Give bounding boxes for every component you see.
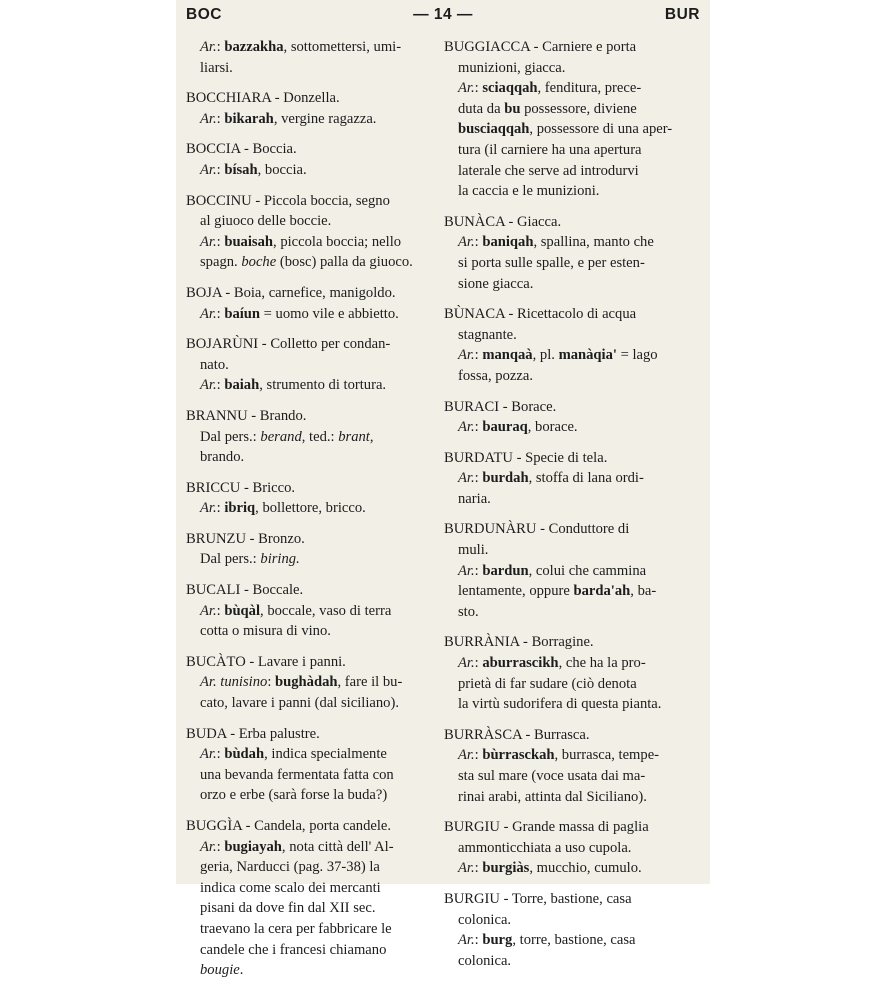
text-run: , indica specialmente bbox=[264, 746, 387, 763]
entry-line bbox=[186, 898, 434, 919]
text-run: duta da bbox=[458, 100, 505, 117]
entry-line bbox=[186, 37, 434, 58]
text-run: BRANNU - Brando. bbox=[186, 407, 307, 424]
text-run: , piccola boccia; nello bbox=[273, 233, 402, 250]
entry-line bbox=[444, 766, 692, 787]
text-run: BUCÀTO - Lavare i panni. bbox=[186, 653, 346, 670]
text-run: traevano la cera per fabbricare le bbox=[200, 920, 392, 937]
text-run: : bbox=[474, 655, 483, 672]
text-run: Ar. bbox=[200, 500, 217, 517]
text-run: : bbox=[474, 80, 483, 97]
page-number: — 14 — bbox=[413, 6, 473, 23]
text-run: = uomo vile e abbietto. bbox=[260, 305, 399, 322]
entry-headword-line bbox=[444, 37, 692, 58]
text-run: manàqia' bbox=[558, 347, 617, 364]
text-run: Ar. bbox=[458, 80, 475, 97]
text-run: biring. bbox=[260, 551, 300, 568]
dictionary-entry bbox=[444, 817, 692, 879]
entry-line bbox=[186, 765, 434, 786]
entry-headword-line bbox=[186, 334, 434, 355]
text-run: cotta o misura di vino. bbox=[200, 623, 331, 640]
text-run: manqaà bbox=[482, 347, 533, 364]
entry-line bbox=[444, 930, 692, 951]
text-run: liarsi. bbox=[200, 59, 233, 76]
text-run: bugiayah bbox=[224, 838, 282, 855]
text-run: al giuoco delle boccie. bbox=[200, 213, 332, 230]
text-run: : bbox=[216, 746, 225, 763]
entry-line bbox=[444, 468, 692, 489]
entry-line bbox=[444, 325, 692, 346]
text-run: BOJARÙNI - Colletto per condan- bbox=[186, 336, 391, 353]
text-run: bùqàl bbox=[224, 602, 261, 619]
text-run: Ar. bbox=[200, 233, 217, 250]
text-run: , bollettore, bricco. bbox=[255, 500, 366, 517]
text-run: = lago bbox=[616, 347, 658, 364]
text-run: Ar. bbox=[458, 347, 475, 364]
text-run: : bbox=[216, 377, 225, 394]
text-run: brant bbox=[338, 428, 370, 445]
text-run: Ar. bbox=[458, 419, 475, 436]
entry-line bbox=[186, 447, 434, 468]
entry-line bbox=[186, 744, 434, 765]
text-run: , sottomettersi, umi- bbox=[283, 39, 402, 55]
entry-headword-line bbox=[444, 725, 692, 746]
text-run: : bbox=[216, 161, 225, 178]
text-run: burgiàs bbox=[482, 860, 530, 877]
entry-line bbox=[444, 602, 692, 623]
text-run: Ar. bbox=[200, 746, 217, 763]
text-run: bísah bbox=[224, 161, 258, 178]
entry-headword-line bbox=[186, 191, 434, 212]
entry-line bbox=[444, 58, 692, 79]
text-run: la caccia e le munizioni. bbox=[458, 183, 600, 200]
dictionary-entry bbox=[186, 191, 434, 273]
entry-line bbox=[186, 621, 434, 642]
text-run: : bbox=[474, 347, 483, 364]
entry-line bbox=[444, 232, 692, 253]
text-run: busciaqqah bbox=[458, 121, 530, 138]
text-run: : bbox=[216, 305, 225, 322]
text-run: BUGGIACCA - Carniere e porta bbox=[444, 39, 637, 55]
entry-headword-line bbox=[186, 88, 434, 109]
text-run: , fare il bu- bbox=[337, 674, 403, 691]
text-run: Dal pers.: bbox=[200, 428, 261, 445]
dictionary-entry bbox=[444, 519, 692, 622]
text-run: BURACI - Borace. bbox=[444, 398, 557, 415]
entry-line bbox=[444, 951, 692, 972]
text-run: BOJA - Boia, carnefice, manigoldo. bbox=[186, 284, 396, 301]
header-right-guideword: BUR bbox=[664, 6, 700, 23]
text-run: Ar. bbox=[200, 602, 217, 619]
text-run: , pl. bbox=[532, 347, 559, 364]
text-run: sta sul mare (voce usata dai ma- bbox=[458, 768, 646, 784]
text-run: , boccia. bbox=[257, 161, 307, 178]
entry-line bbox=[444, 181, 692, 202]
text-run: burdah bbox=[482, 470, 529, 487]
text-run: bughàdah bbox=[275, 674, 338, 691]
text-run: cato, lavare i panni (dal siciliano). bbox=[200, 695, 399, 712]
entry-headword-line bbox=[444, 632, 692, 653]
text-run: muli. bbox=[458, 542, 489, 559]
text-run: Ar. bbox=[200, 161, 217, 178]
dictionary-entry bbox=[186, 139, 434, 180]
entry-headword-line bbox=[186, 283, 434, 304]
dictionary-entry bbox=[186, 88, 434, 129]
text-run: , ba- bbox=[630, 583, 657, 600]
text-run: Ar. bbox=[200, 39, 217, 55]
entry-line bbox=[186, 304, 434, 325]
entry-line bbox=[186, 427, 434, 448]
text-run: : bbox=[216, 233, 225, 250]
text-run: spagn. bbox=[200, 254, 242, 271]
text-run: , fenditura, prece- bbox=[537, 80, 642, 97]
entry-line bbox=[444, 910, 692, 931]
dictionary-entry bbox=[444, 889, 692, 971]
dictionary-entry bbox=[186, 478, 434, 519]
text-run: BRUNZU - Bronzo. bbox=[186, 530, 305, 547]
dictionary-entry bbox=[186, 580, 434, 642]
entry-line bbox=[444, 838, 692, 859]
text-run: bauraq bbox=[482, 419, 528, 436]
text-run: bikarah bbox=[224, 110, 274, 127]
entry-line bbox=[186, 672, 434, 693]
text-run: : bbox=[216, 602, 225, 619]
left-column bbox=[186, 37, 434, 991]
text-run: BOCCIA - Boccia. bbox=[186, 141, 297, 158]
entry-line bbox=[444, 78, 692, 99]
text-run: buaisah bbox=[224, 233, 274, 250]
text-run: Ar. bbox=[458, 470, 475, 487]
dictionary-entry bbox=[444, 304, 692, 386]
text-run: si porta sulle spalle, e per esten- bbox=[458, 254, 645, 271]
entry-line bbox=[186, 919, 434, 940]
text-run: berand bbox=[260, 428, 302, 445]
entry-headword-line bbox=[186, 529, 434, 550]
text-run: , bbox=[369, 428, 374, 445]
text-run: orzo e erbe (sarà forse la buda?) bbox=[200, 787, 388, 804]
entry-headword-line bbox=[444, 817, 692, 838]
dictionary-entry bbox=[186, 334, 434, 396]
text-run: : bbox=[216, 110, 225, 127]
dictionary-entry bbox=[186, 37, 434, 78]
text-run: indica come scalo dei mercanti bbox=[200, 879, 381, 896]
dictionary-entry bbox=[186, 652, 434, 714]
entry-line bbox=[444, 561, 692, 582]
text-run: Ar. bbox=[200, 305, 217, 322]
text-run: : bbox=[216, 500, 225, 517]
entry-line bbox=[186, 160, 434, 181]
text-run: aburrascikh bbox=[482, 655, 559, 672]
text-run: una bevanda fermentata fatta con bbox=[200, 766, 394, 783]
entry-line bbox=[186, 785, 434, 806]
text-run: pisani da dove fin dal XII sec. bbox=[200, 900, 376, 917]
text-run: sione giacca. bbox=[458, 275, 534, 292]
text-run: , spallina, manto che bbox=[533, 234, 654, 251]
text-run: BUGGÌA - Candela, porta candele. bbox=[186, 818, 392, 834]
dictionary-entry bbox=[186, 283, 434, 324]
text-run: BUDA - Erba palustre. bbox=[186, 725, 320, 742]
entry-line bbox=[444, 253, 692, 274]
entry-line bbox=[186, 960, 434, 981]
entry-line bbox=[444, 417, 692, 438]
text-run: sto. bbox=[458, 603, 479, 620]
text-run: burg bbox=[482, 932, 513, 949]
entry-line bbox=[186, 252, 434, 273]
right-column bbox=[444, 37, 692, 981]
text-run: . bbox=[239, 962, 244, 979]
entry-line bbox=[444, 161, 692, 182]
text-run: , colui che cammina bbox=[528, 562, 647, 579]
text-run: baniqah bbox=[482, 234, 534, 251]
text-run: candele che i francesi chiamano bbox=[200, 941, 387, 958]
dictionary-entry bbox=[186, 406, 434, 468]
entry-line bbox=[186, 601, 434, 622]
text-run: , boccale, vaso di terra bbox=[260, 602, 392, 619]
text-run: , stoffa di lana ordi- bbox=[528, 470, 644, 487]
text-run: Ar. bbox=[200, 838, 217, 855]
entry-line bbox=[444, 581, 692, 602]
dictionary-entry bbox=[444, 212, 692, 294]
entry-line bbox=[444, 745, 692, 766]
text-run: (bosc) palla da giuoco. bbox=[276, 254, 413, 271]
text-run: , borace. bbox=[527, 419, 578, 436]
entry-line bbox=[444, 858, 692, 879]
entry-line bbox=[186, 355, 434, 376]
text-run: bu bbox=[504, 100, 521, 117]
text-run: : bbox=[474, 932, 483, 949]
entry-line bbox=[186, 549, 434, 570]
entry-headword-line bbox=[444, 448, 692, 469]
text-run: bùrrasckah bbox=[482, 747, 555, 764]
text-run: BOCCINU - Piccola boccia, segno bbox=[186, 192, 390, 209]
text-run: baíun bbox=[224, 305, 261, 322]
text-run: munizioni, giacca. bbox=[458, 59, 566, 76]
text-run: , burrasca, tempe- bbox=[554, 747, 660, 764]
text-run: tura (il carniere ha una apertura bbox=[458, 141, 642, 158]
text-run: , mucchio, cumulo. bbox=[529, 860, 642, 877]
entry-headword-line bbox=[444, 889, 692, 910]
text-run: : bbox=[474, 860, 483, 877]
entry-line bbox=[444, 119, 692, 140]
entry-line bbox=[186, 58, 434, 79]
entry-line bbox=[186, 232, 434, 253]
entry-line bbox=[444, 489, 692, 510]
text-run: bougie bbox=[200, 962, 240, 979]
text-run: rinai arabi, attinta dal Siciliano). bbox=[458, 788, 647, 805]
text-run: fossa, pozza. bbox=[458, 367, 533, 384]
entry-line bbox=[186, 498, 434, 519]
dictionary-entry bbox=[444, 448, 692, 510]
dictionary-entry bbox=[444, 632, 692, 714]
text-run: , vergine ragazza. bbox=[273, 110, 377, 127]
entry-headword-line bbox=[186, 580, 434, 601]
text-run: Ar. bbox=[458, 747, 475, 764]
text-run: Ar. bbox=[458, 234, 475, 251]
dictionary-entry bbox=[186, 724, 434, 806]
entry-line bbox=[444, 345, 692, 366]
text-run: Ar. bbox=[200, 110, 217, 127]
entry-line bbox=[444, 694, 692, 715]
entry-line bbox=[186, 857, 434, 878]
entry-headword-line bbox=[186, 478, 434, 499]
entry-line bbox=[186, 837, 434, 858]
entry-line bbox=[186, 940, 434, 961]
text-run: lentamente, oppure bbox=[458, 583, 574, 600]
text-run: BURDUNÀRU - Conduttore di bbox=[444, 521, 630, 538]
text-run: BURDATU - Specie di tela. bbox=[444, 449, 608, 466]
dictionary-entry bbox=[186, 529, 434, 570]
entry-line bbox=[444, 787, 692, 808]
text-run: BUNÀCA - Giacca. bbox=[444, 213, 562, 230]
text-run: Ar. bbox=[458, 860, 475, 877]
text-run: BURGIU - Torre, bastione, casa bbox=[444, 890, 632, 907]
text-run: bazzakha bbox=[224, 39, 284, 55]
text-run: la virtù sudorifera di questa pianta. bbox=[458, 696, 662, 713]
text-run: possessore, diviene bbox=[520, 100, 637, 117]
entry-headword-line bbox=[186, 816, 434, 837]
text-run: bardun bbox=[482, 562, 529, 579]
entry-line bbox=[444, 140, 692, 161]
text-run: , ted.: bbox=[301, 428, 339, 445]
text-run: , torre, bastione, casa bbox=[512, 932, 636, 949]
text-run: Ar. bbox=[458, 655, 475, 672]
text-run: baiah bbox=[224, 377, 260, 394]
text-run: BRICCU - Bricco. bbox=[186, 479, 296, 496]
text-run: : bbox=[267, 674, 276, 691]
running-header bbox=[186, 6, 700, 30]
text-run: prietà di far sudare (ciò denota bbox=[458, 675, 637, 692]
text-run: : bbox=[216, 39, 225, 55]
entry-headword-line bbox=[444, 212, 692, 233]
text-run: Dal pers.: bbox=[200, 551, 261, 568]
text-run: BÙNACA - Ricettacolo di acqua bbox=[444, 306, 637, 323]
entry-line bbox=[186, 109, 434, 130]
text-run: boche bbox=[241, 254, 277, 271]
header-left-guideword: BOC bbox=[186, 6, 222, 23]
text-run: : bbox=[474, 234, 483, 251]
text-run: Ar. tunisino bbox=[200, 674, 268, 691]
text-run: laterale che serve ad introdurvi bbox=[458, 162, 639, 179]
text-run: , possessore di una aper- bbox=[529, 121, 673, 138]
entry-headword-line bbox=[444, 304, 692, 325]
entry-headword-line bbox=[186, 724, 434, 745]
entry-headword-line bbox=[444, 397, 692, 418]
text-run: bùdah bbox=[224, 746, 265, 763]
entry-line bbox=[186, 211, 434, 232]
text-run: : bbox=[474, 419, 483, 436]
text-run: BURRÀNIA - Borragine. bbox=[444, 634, 594, 651]
text-run: Ar. bbox=[458, 932, 475, 949]
entry-line bbox=[444, 653, 692, 674]
text-run: stagnante. bbox=[458, 326, 517, 343]
text-run: , che ha la pro- bbox=[558, 655, 646, 672]
text-run: Ar. bbox=[200, 377, 217, 394]
text-run: barda'ah bbox=[573, 583, 631, 600]
text-run: colonica. bbox=[458, 911, 512, 928]
text-run: naria. bbox=[458, 490, 491, 507]
text-run: nato. bbox=[200, 356, 229, 373]
text-run: : bbox=[474, 470, 483, 487]
entry-line bbox=[186, 878, 434, 899]
entry-line bbox=[444, 540, 692, 561]
dictionary-entry bbox=[186, 816, 434, 981]
text-run: brando. bbox=[200, 449, 245, 466]
text-run: BOCCHIARA - Donzella. bbox=[186, 90, 340, 107]
entry-line bbox=[444, 274, 692, 295]
text-run: : bbox=[474, 747, 483, 764]
entry-headword-line bbox=[444, 519, 692, 540]
text-run: , strumento di tortura. bbox=[259, 377, 387, 394]
entry-headword-line bbox=[186, 652, 434, 673]
text-run: BUCALI - Boccale. bbox=[186, 582, 304, 599]
dictionary-entry bbox=[444, 397, 692, 438]
text-run: sciaqqah bbox=[482, 80, 538, 97]
entry-line bbox=[444, 674, 692, 695]
text-run: BURGIU - Grande massa di paglia bbox=[444, 819, 649, 836]
text-run: , nota città dell' Al- bbox=[281, 838, 394, 855]
entry-line bbox=[444, 99, 692, 120]
text-run: BURRÀSCA - Burrasca. bbox=[444, 726, 590, 743]
dictionary-entry bbox=[444, 37, 692, 202]
text-run: : bbox=[216, 838, 225, 855]
entry-line bbox=[186, 693, 434, 714]
entry-headword-line bbox=[186, 406, 434, 427]
entry-headword-line bbox=[186, 139, 434, 160]
entry-line bbox=[186, 375, 434, 396]
text-run: Ar. bbox=[458, 562, 475, 579]
dictionary-entry bbox=[444, 725, 692, 807]
text-run: ibriq bbox=[224, 500, 256, 517]
text-run: geria, Narducci (pag. 37-38) la bbox=[200, 859, 380, 876]
text-run: ammonticchiata a uso cupola. bbox=[458, 839, 632, 856]
text-run: colonica. bbox=[458, 952, 512, 969]
text-run: : bbox=[474, 562, 483, 579]
entry-line bbox=[444, 366, 692, 387]
